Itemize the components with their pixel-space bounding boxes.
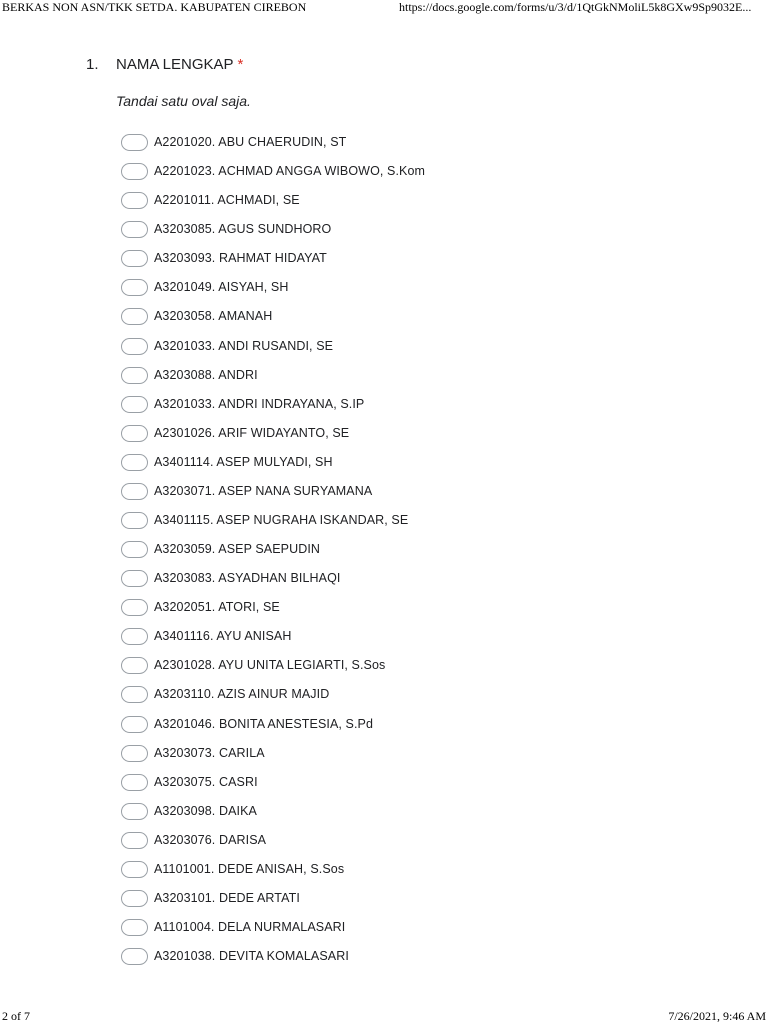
radio-option[interactable]	[0, 451, 768, 480]
radio-option-label: A3203083. ASYADHAN BILHAQI	[154, 571, 341, 586]
radio-oval[interactable]	[121, 250, 148, 267]
radio-oval[interactable]	[121, 308, 148, 325]
radio-oval[interactable]	[121, 134, 148, 151]
radio-oval[interactable]	[121, 890, 148, 907]
radio-oval[interactable]	[121, 221, 148, 238]
radio-option[interactable]	[0, 131, 768, 160]
radio-option[interactable]	[0, 422, 768, 451]
radio-option-label: A3203088. ANDRI	[154, 367, 258, 382]
radio-option-label: A3201049. AISYAH, SH	[154, 280, 289, 295]
radio-option-label: A3203076. DARISA	[154, 832, 267, 847]
radio-option-label: A3203085. AGUS SUNDHORO	[154, 222, 332, 237]
radio-oval[interactable]	[121, 628, 148, 645]
radio-oval[interactable]	[121, 832, 148, 849]
radio-option[interactable]	[0, 800, 768, 829]
radio-option[interactable]	[0, 364, 768, 393]
radio-option[interactable]	[0, 393, 768, 422]
radio-option-label: A1101001. DEDE ANISAH, S.Sos	[154, 861, 345, 876]
radio-oval[interactable]	[121, 367, 148, 384]
radio-option-label: A3401114. ASEP MULYADI, SH	[154, 454, 333, 469]
radio-oval[interactable]	[121, 483, 148, 500]
radio-oval[interactable]	[121, 338, 148, 355]
radio-oval[interactable]	[121, 686, 148, 703]
required-mark: *	[237, 56, 244, 73]
radio-option[interactable]	[0, 742, 768, 771]
print-datetime: 7/26/2021, 9:46 AM	[668, 1009, 766, 1023]
radio-option[interactable]	[0, 218, 768, 247]
radio-oval[interactable]	[121, 919, 148, 936]
radio-option-label: A3203073. CARILA	[154, 745, 265, 760]
radio-option[interactable]	[0, 480, 768, 509]
radio-option-label: A3203093. RAHMAT HIDAYAT	[154, 251, 327, 266]
radio-option[interactable]	[0, 771, 768, 800]
radio-option-label: A3203110. AZIS AINUR MAJID	[154, 687, 330, 702]
radio-option-label: A2201011. ACHMADI, SE	[154, 193, 300, 208]
radio-option[interactable]	[0, 596, 768, 625]
radio-oval[interactable]	[121, 948, 148, 965]
radio-option[interactable]	[0, 916, 768, 945]
radio-option[interactable]	[0, 887, 768, 916]
radio-option-label: A3401116. AYU ANISAH	[154, 629, 292, 644]
option-list	[0, 131, 768, 974]
radio-oval[interactable]	[121, 541, 148, 558]
question-title-text: NAMA LENGKAP	[116, 56, 234, 73]
radio-oval[interactable]	[121, 774, 148, 791]
radio-oval[interactable]	[121, 570, 148, 587]
radio-oval[interactable]	[121, 745, 148, 762]
radio-option-label: A3401115. ASEP NUGRAHA ISKANDAR, SE	[154, 513, 409, 528]
radio-option[interactable]	[0, 276, 768, 305]
radio-option-label: A3203058. AMANAH	[154, 309, 273, 324]
radio-oval[interactable]	[121, 396, 148, 413]
radio-option-label: A2201020. ABU CHAERUDIN, ST	[154, 135, 347, 149]
radio-oval[interactable]	[121, 861, 148, 878]
radio-option[interactable]	[0, 625, 768, 654]
radio-option-label: A2201023. ACHMAD ANGGA WIBOWO, S.Kom	[154, 164, 426, 179]
radio-option[interactable]	[0, 247, 768, 276]
radio-option-label: A3202051. ATORI, SE	[154, 600, 280, 615]
radio-option[interactable]	[0, 335, 768, 364]
radio-option-label: A3203071. ASEP NANA SURYAMANA	[154, 483, 373, 498]
radio-option-label: A3201033. ANDRI INDRAYANA, S.IP	[154, 396, 365, 411]
document-title: BERKAS NON ASN/TKK SETDA. KABUPATEN CIREBON	[2, 0, 307, 14]
radio-option-label: A2301028. AYU UNITA LEGIARTI, S.Sos	[154, 658, 386, 673]
radio-option[interactable]	[0, 858, 768, 887]
print-header	[0, 0, 768, 16]
radio-option-label: A3203059. ASEP SAEPUDIN	[154, 542, 321, 557]
question-instruction: Tandai satu oval saja.	[116, 93, 251, 109]
radio-oval[interactable]	[121, 657, 148, 674]
radio-option[interactable]	[0, 509, 768, 538]
question-title	[116, 56, 243, 73]
radio-oval[interactable]	[121, 599, 148, 616]
radio-oval[interactable]	[121, 454, 148, 471]
radio-oval[interactable]	[121, 716, 148, 733]
radio-option[interactable]	[0, 189, 768, 218]
radio-option[interactable]	[0, 567, 768, 596]
page-number: 2 of 7	[2, 1009, 30, 1023]
radio-option-label: A3201033. ANDI RUSANDI, SE	[154, 338, 334, 353]
radio-option-label: A1101004. DELA NURMALASARI	[154, 920, 346, 935]
radio-oval[interactable]	[121, 425, 148, 442]
radio-option[interactable]	[0, 305, 768, 334]
radio-option-label: A3203101. DEDE ARTATI	[154, 891, 300, 906]
question-number: 1.	[86, 56, 99, 73]
radio-oval[interactable]	[121, 512, 148, 529]
radio-option[interactable]	[0, 945, 768, 974]
radio-option[interactable]	[0, 713, 768, 742]
radio-oval[interactable]	[121, 192, 148, 209]
radio-option[interactable]	[0, 538, 768, 567]
radio-option[interactable]	[0, 829, 768, 858]
radio-option-label: A3203075. CASRI	[154, 774, 258, 789]
radio-oval[interactable]	[121, 279, 148, 296]
radio-option-label: A3203098. DAIKA	[154, 803, 257, 818]
radio-option[interactable]	[0, 160, 768, 189]
radio-oval[interactable]	[121, 163, 148, 180]
radio-option-label: A3201038. DEVITA KOMALASARI	[154, 949, 349, 964]
radio-option-label: A2301026. ARIF WIDAYANTO, SE	[154, 425, 350, 440]
radio-option-label: A3201046. BONITA ANESTESIA, S.Pd	[154, 716, 374, 731]
radio-option[interactable]	[0, 654, 768, 683]
radio-oval[interactable]	[121, 803, 148, 820]
page-url: https://docs.google.com/forms/u/3/d/1QtGkNMoliL5k8GXw9Sp9032E...	[399, 0, 752, 14]
print-footer	[0, 1009, 768, 1025]
radio-option[interactable]	[0, 683, 768, 712]
